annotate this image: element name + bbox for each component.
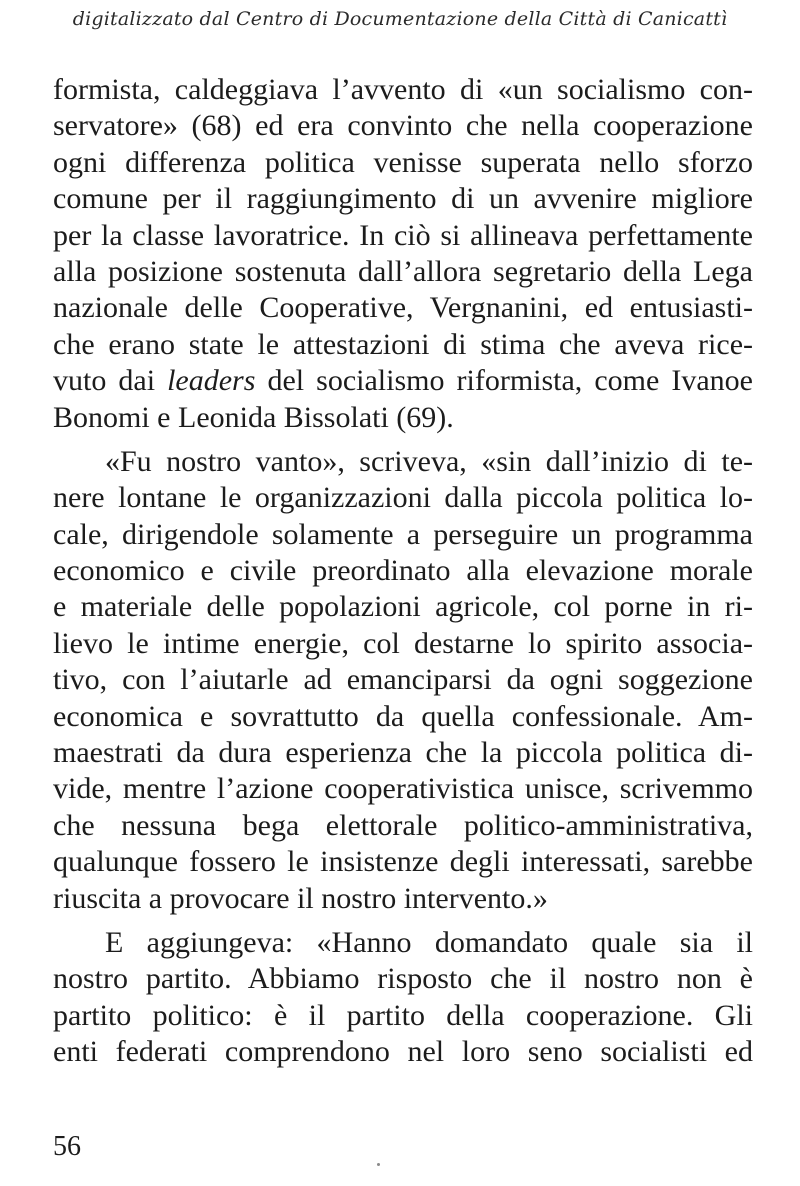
text-line: riuscita a provocare il nostro intervento.» [53, 881, 548, 915]
text-line: che erano state le attestazioni di stima che aveva rice- [53, 327, 753, 361]
italic-term-leaders: leaders [167, 364, 256, 398]
text-line: maestrati da dura esperienza che la piccola politica di- [53, 736, 753, 770]
text-line: servatore» (68) ed era convinto che nella cooperazione [53, 109, 753, 143]
text-line: economica e sovrattutto da quella confessionale. Am- [53, 699, 753, 733]
text-line: che nessuna bega elettorale politico-amministrativa, [53, 808, 753, 842]
text-segment: vuto dai [53, 364, 168, 398]
text-line: «Fu nostro vanto», scriveva, «sin dall’inizio di te- [105, 444, 753, 478]
text-line: ogni differenza politica venisse superata nello sforzo [53, 145, 753, 179]
text-line: cale, dirigendole solamente a perseguire un programma [53, 517, 753, 551]
text-line: formista, caldeggiava l’avvento di «un socialismo con- [53, 73, 753, 106]
text-line: enti federati comprendono nel loro seno socialisti ed [53, 1035, 753, 1069]
digitization-watermark: digitalizzato dal Centro di Documentazione della Città di Canicattì [72, 8, 728, 30]
text-line: economico e civile preordinato alla elevazione morale [53, 554, 753, 588]
text-line: Bonomi e Leonida Bissolati (69). [53, 400, 454, 434]
text-line: nere lontane le organizzazioni dalla piccola politica lo- [53, 481, 753, 515]
text-line: tivo, con l’aiutarle ad emanciparsi da ogni soggezione [53, 663, 753, 697]
text-line: E aggiungeva: «Hanno domandato quale sia il [105, 925, 753, 959]
text-line: vide, mentre l’azione cooperativistica unisce, scrivemmo [53, 772, 753, 806]
text-line: qualunque fossero le insistenze degli interessati, sarebbe [53, 845, 753, 879]
text-line: nostro partito. Abbiamo risposto che il nostro non è [53, 962, 753, 996]
text-line: lievo le intime energie, col destarne lo spirito associa- [53, 626, 753, 660]
page-number: 56 [53, 1131, 81, 1162]
text-line: nazionale delle Cooperative, Vergnanini, ed entusiasti- [53, 291, 753, 325]
text-line: alla posizione sostenuta dall’allora segretario della Lega [53, 254, 753, 288]
body-text [53, 72, 753, 1071]
text-line: partito politico: è il partito della cooperazione. Gli [53, 998, 753, 1032]
text-line: per la classe lavoratrice. In ciò si allineava perfettamente [53, 218, 753, 252]
text-segment: del socialismo riformista, come Ivanoe [255, 364, 753, 398]
text-line-with-italic [53, 363, 753, 399]
text-line: e materiale delle popolazioni agricole, col porne in ri- [53, 590, 753, 624]
text-line: comune per il raggiungimento di un avvenire migliore [53, 182, 753, 216]
scan-speck [377, 1163, 380, 1166]
